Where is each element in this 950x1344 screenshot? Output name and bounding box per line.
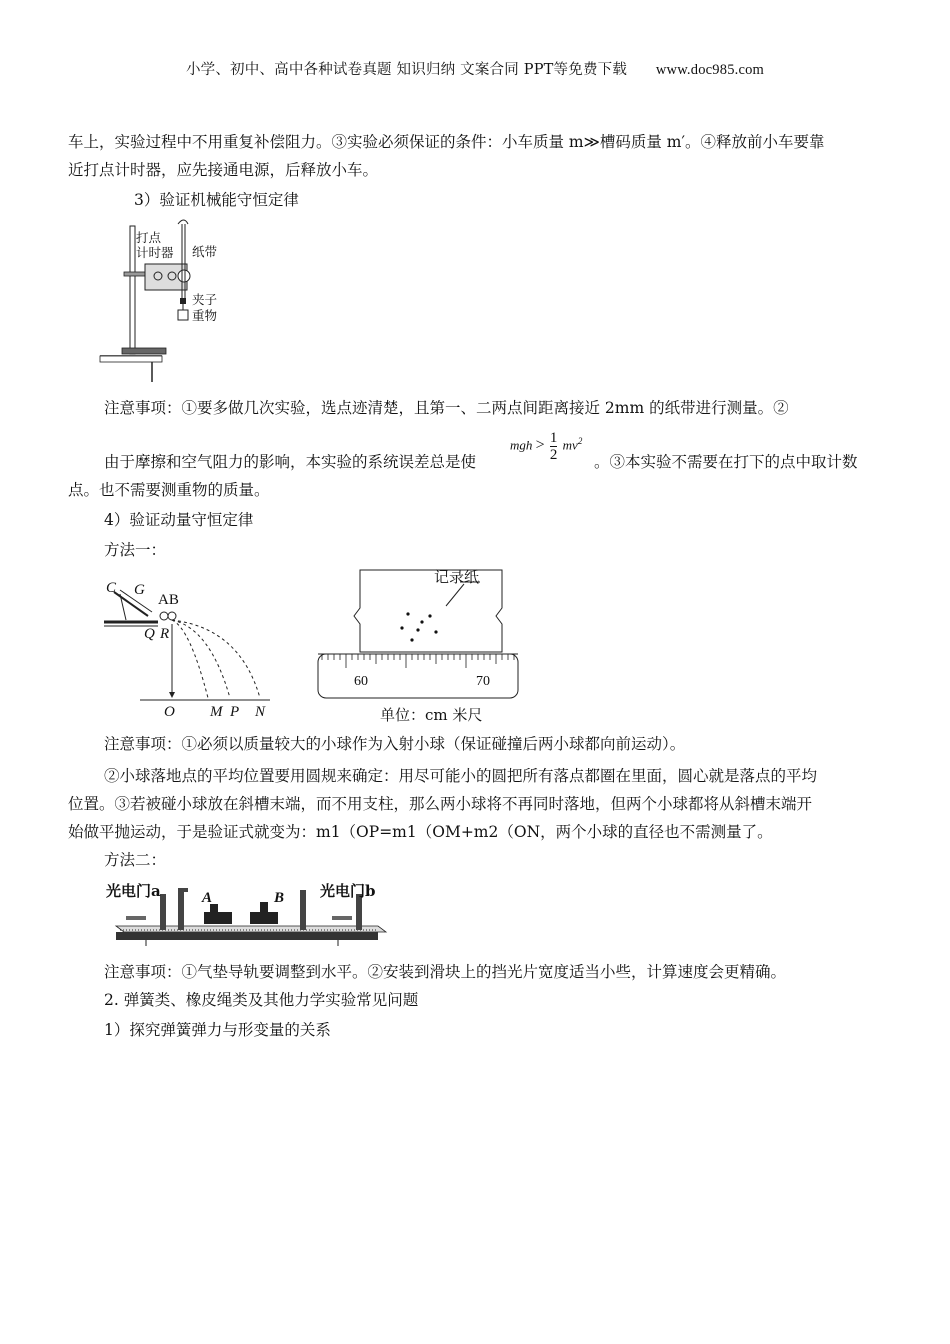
note-line: 注意事项：①要多做几次实验，选点迹清楚，且第一、二两点间距离接近 2mm 的纸带进行测量。② — [104, 399, 789, 417]
method-2-label: 方法二： — [104, 851, 167, 869]
label-G: G — [134, 582, 145, 598]
label-A: A — [202, 890, 213, 906]
fig-collision — [100, 568, 530, 728]
note-line: 。③本实验不需要在打下的点中取计数 — [594, 453, 858, 471]
label-weight: 重物 — [192, 308, 218, 323]
label-Q: Q — [144, 626, 155, 642]
label-B: B — [274, 890, 285, 906]
section-2-title: 2. 弹簧类、橡皮绳类及其他力学实验常见问题 — [104, 991, 419, 1009]
header-site-link[interactable]: www.doc985.com — [655, 62, 765, 78]
label-M: M — [210, 704, 223, 720]
label-timer: 打点 计时器 — [136, 230, 174, 260]
inequality-formula: mgh > $\frac{1}{2}$ $mv^2$ — [510, 430, 583, 463]
tick-label-60: 60 — [354, 674, 368, 689]
note-line: ②小球落地点的平均位置要用圆规来确定：用尽可能小的圆把所有落点都圈在里面，圆心就是落点的平均 — [104, 767, 818, 785]
paragraph-line: 车上，实验过程中不用重复补偿阻力。③实验必须保证的条件：小车质量 m≫槽码质量 m′。④释放前小车要靠 — [68, 133, 825, 151]
label-P: P — [230, 704, 240, 720]
label-AB: AB — [158, 592, 179, 608]
fig-energy-apparatus — [100, 216, 240, 386]
note-line: 注意事项：①必须以质量较大的小球作为入射小球（保证碰撞后两小球都向前运动）。 — [104, 735, 686, 753]
note-line: 点。也不需要测重物的质量。 — [68, 481, 270, 499]
label-O: O — [164, 704, 175, 720]
label-tape: 纸带 — [192, 244, 218, 259]
page-header — [0, 58, 950, 79]
label-unit: 单位：cm 米尺 — [380, 706, 483, 724]
tick-label-70: 70 — [476, 674, 490, 689]
label-gate-a: 光电门a — [106, 882, 161, 900]
note-line: 注意事项：①气垫导轨要调整到水平。②安装到滑块上的挡光片宽度适当小些，计算速度会更精确。 — [104, 963, 787, 981]
note-line: 始做平抛运动，于是验证式就变为：m1（OP=m1（OM+m2（ON，两个小球的直径也不需测量了。 — [68, 823, 773, 841]
fraction: $\frac{1}{2}$ — [549, 430, 558, 463]
label-clip: 夹子 — [192, 292, 218, 307]
label-gate-b: 光电门b — [320, 882, 376, 900]
method-1-label: 方法一： — [104, 541, 167, 559]
note-line-formula: 由于摩擦和空气阻力的影响，本实验的系统误差总是使 — [104, 453, 477, 471]
header-text: 小学、初中、高中各种试卷真题 知识归纳 文案合同 PPT等免费下载 — [185, 62, 628, 78]
fig-air-track — [100, 876, 390, 948]
label-N: N — [255, 704, 266, 720]
note-line: 位置。③若被碰小球放在斜槽末端，而不用支柱，那么两小球将不再同时落地，但两个小球都将从斜槽末端开 — [68, 795, 813, 813]
label-R: R — [160, 626, 170, 642]
section-3-title: 3）验证机械能守恒定律 — [134, 191, 299, 209]
label-C: C — [106, 580, 117, 596]
section-2-sub-1: 1）探究弹簧弹力与形变量的关系 — [104, 1021, 331, 1039]
paragraph-line: 近打点计时器，应先接通电源，后释放小车。 — [68, 161, 379, 179]
section-4-title: 4）验证动量守恒定律 — [104, 511, 254, 529]
label-record-paper: 记录纸 — [434, 568, 480, 586]
